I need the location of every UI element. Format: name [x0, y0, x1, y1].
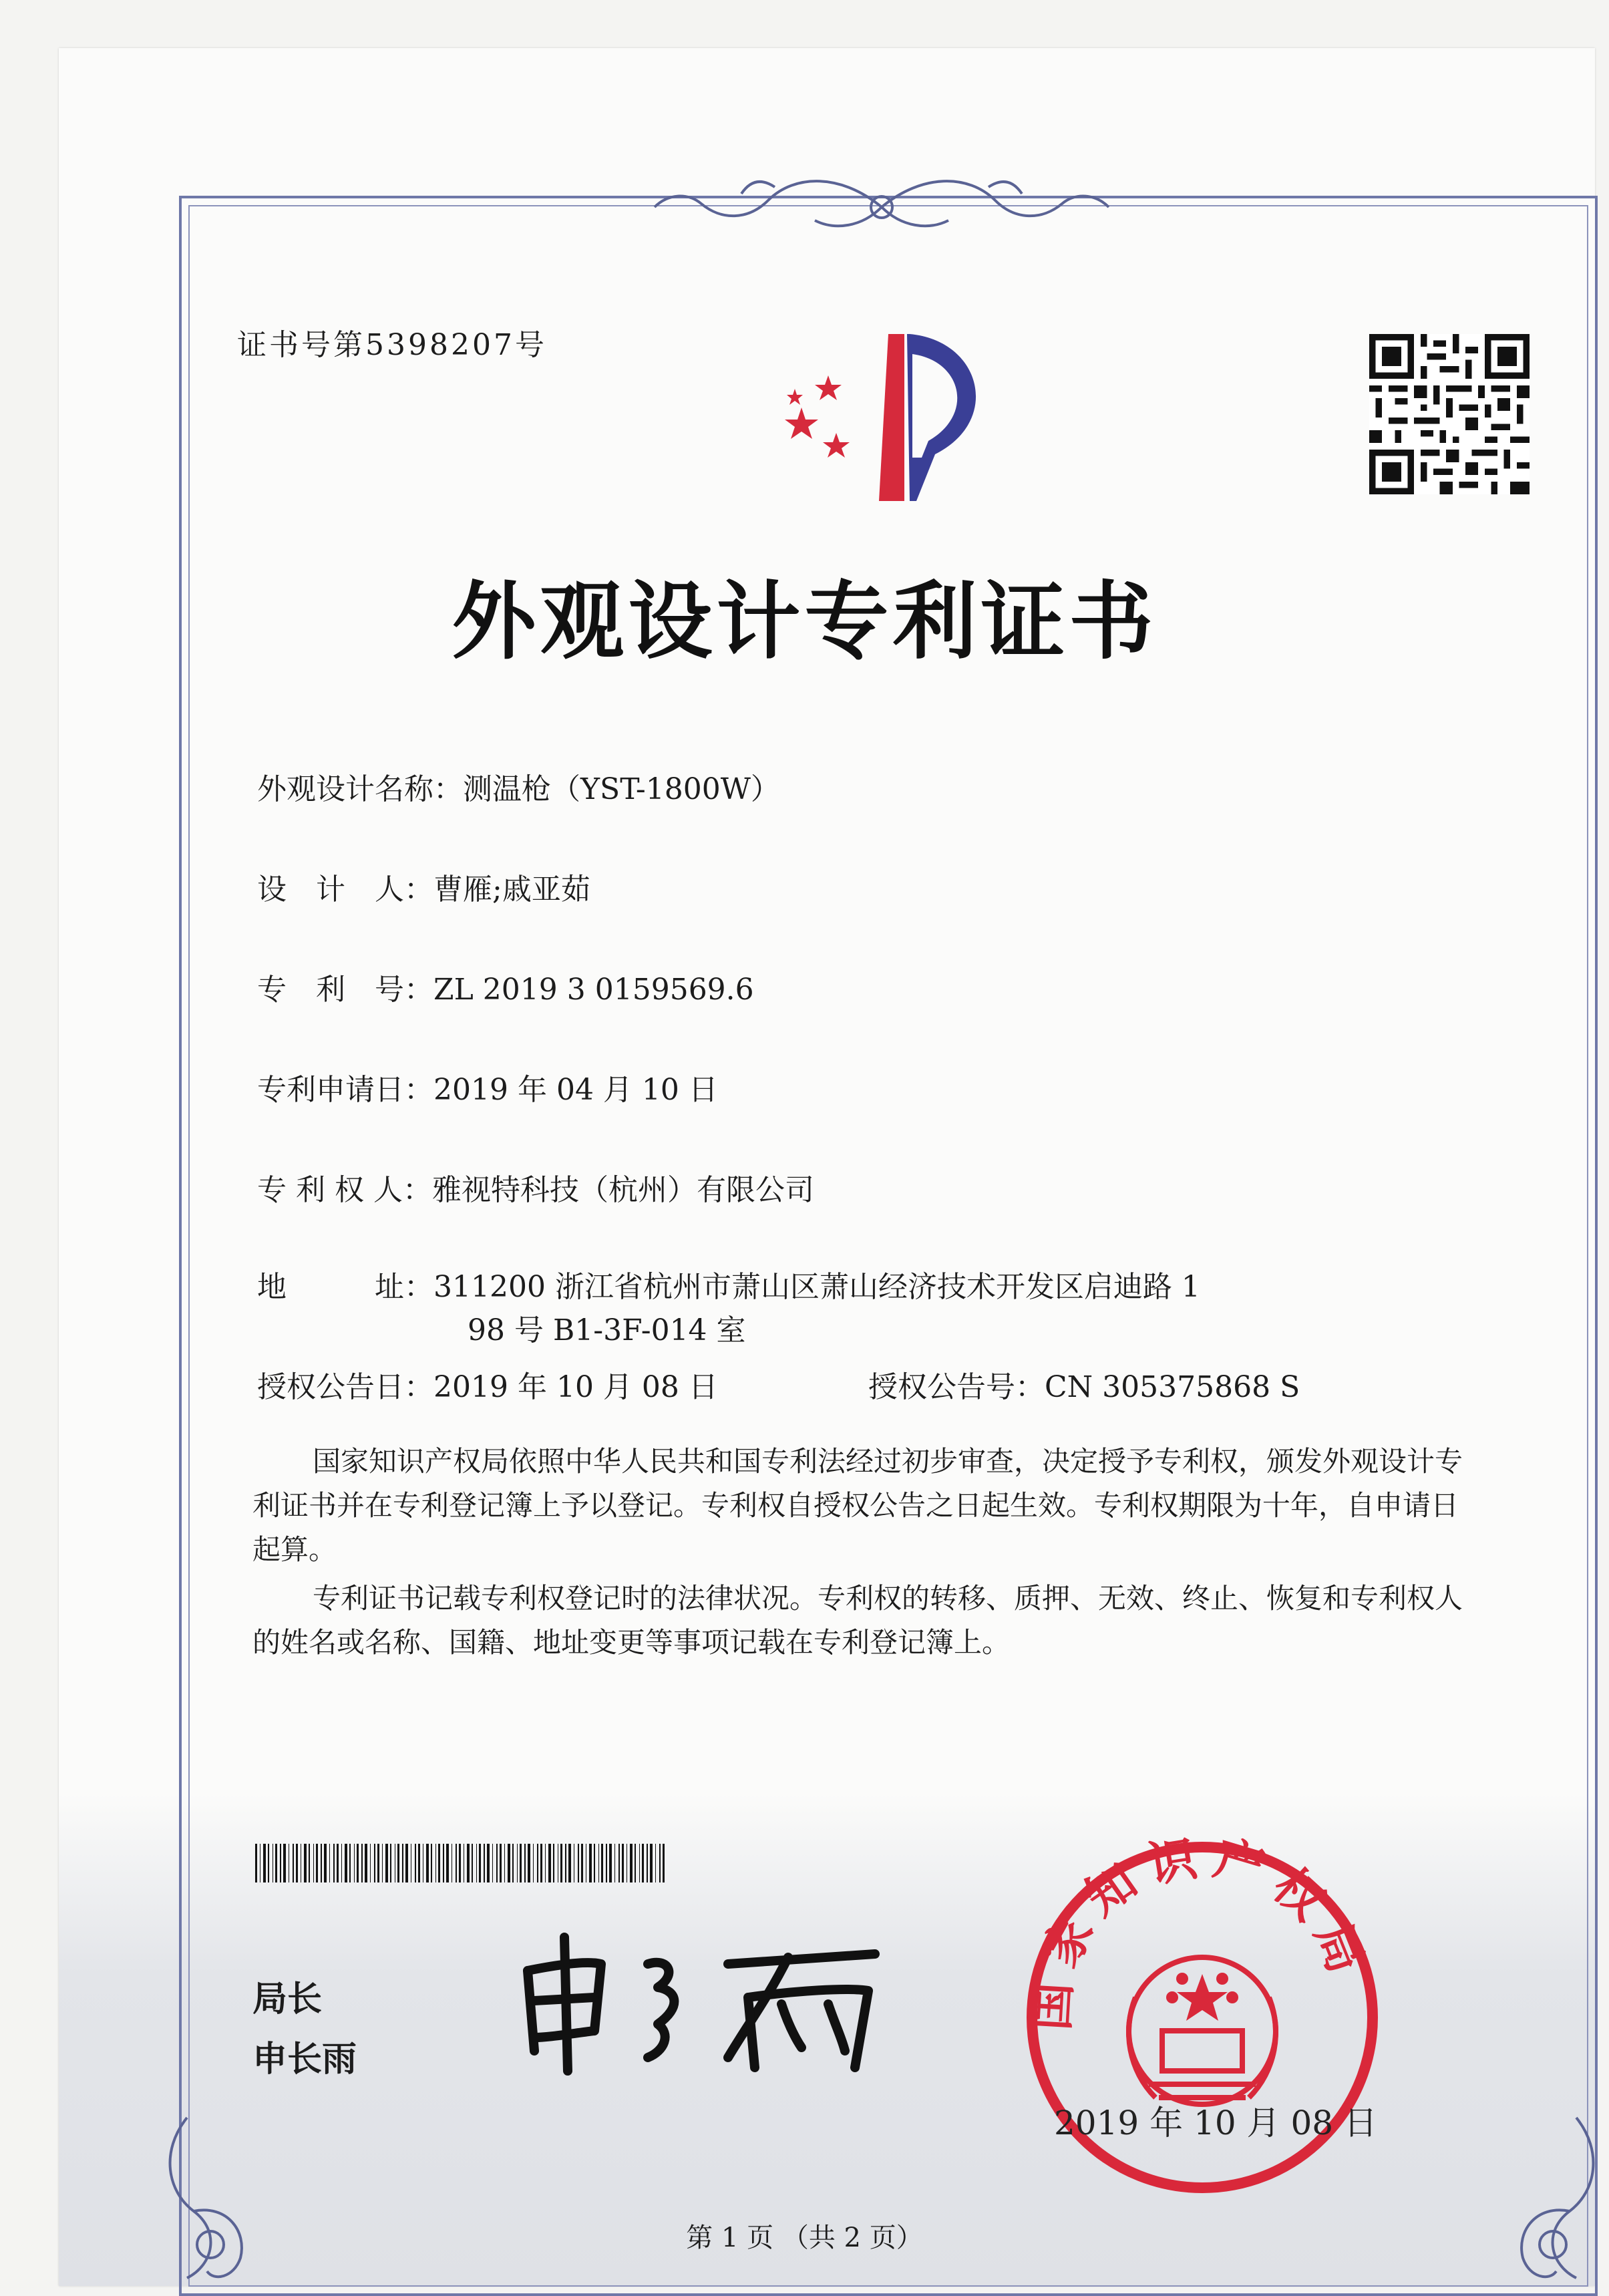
patent-number-label: 专 利 号：: [257, 973, 433, 1007]
barcode-icon: [255, 1844, 666, 1882]
seal-date: 2019 年 10 月 08 日: [1054, 2104, 1377, 2142]
grant-number-value: CN 305375868 S: [1045, 1370, 1300, 1404]
design-name-label: 外观设计名称：: [257, 772, 463, 806]
address-row: [257, 1263, 1200, 1305]
official-seal: [1015, 1830, 1389, 2204]
designer-row: [257, 865, 590, 908]
qr-code-icon: [1369, 334, 1530, 494]
address-line2: 98 号 B1-3F-014 室: [468, 1313, 746, 1347]
bottom-left-ornament: [147, 2111, 281, 2291]
body-paragraph-1: 国家知识产权局依照中华人民共和国专利法经过初步审查，决定授予专利权，颁发外观设计专利证书并在专利登记簿上予以登记。专利权自授权公告之日起生效。专利权期限为十年，自申请日起算。: [252, 1445, 1463, 1566]
director-signature: [514, 1924, 888, 2078]
patentee-value: 雅视特科技（杭州）有限公司: [431, 1173, 814, 1207]
designer-label: 设 计 人：: [257, 872, 433, 907]
patentee-row: [257, 1166, 814, 1208]
application-date-row: [257, 1065, 718, 1108]
address-label: 地 址：: [257, 1270, 433, 1304]
address-line1: 311200 浙江省杭州市萧山区萧山经济技术开发区启迪路 1: [433, 1270, 1200, 1304]
application-date-value: 2019 年 04 月 10 日: [433, 1073, 718, 1107]
grant-date-row: [257, 1363, 718, 1406]
patentee-label: 专 利 权 人：: [257, 1173, 432, 1207]
director-title: 局长: [252, 1979, 323, 2019]
grant-date-value: 2019 年 10 月 08 日: [433, 1370, 718, 1404]
director-name: 申长雨: [252, 2039, 357, 2080]
grant-date-label: 授权公告日：: [257, 1370, 433, 1404]
grant-number-label: 授权公告号：: [868, 1370, 1045, 1404]
design-name-value: 测温枪（YST-1800W）: [463, 772, 780, 806]
designer-value: 曹雁;戚亚茹: [433, 872, 590, 907]
grant-number-row: [868, 1363, 1300, 1406]
certificate-title: 外观设计专利证书: [452, 572, 1157, 671]
top-ornament: [641, 167, 1122, 247]
certificate-number: 证书号第5398207号: [237, 328, 547, 362]
application-date-label: 专利申请日：: [257, 1073, 433, 1107]
body-paragraph-2: 专利证书记载专利权登记时的法律状况。专利权的转移、质押、无效、终止、恢复和专利权人的姓名或名称、国籍、地址变更等事项记载在专利登记簿上。: [252, 1582, 1463, 1659]
page-indicator: 第 1 页 （共 2 页）: [686, 2223, 923, 2253]
svg-text:国家知识产权局: 国家知识产权局: [1022, 1830, 1379, 2032]
patent-number-row: [257, 965, 754, 1008]
design-name-row: [257, 765, 780, 808]
patent-number-value: ZL 2019 3 0159569.6: [433, 973, 754, 1007]
cnipa-emblem-icon: [761, 314, 1015, 514]
bottom-right-ornament: [1483, 2111, 1609, 2291]
